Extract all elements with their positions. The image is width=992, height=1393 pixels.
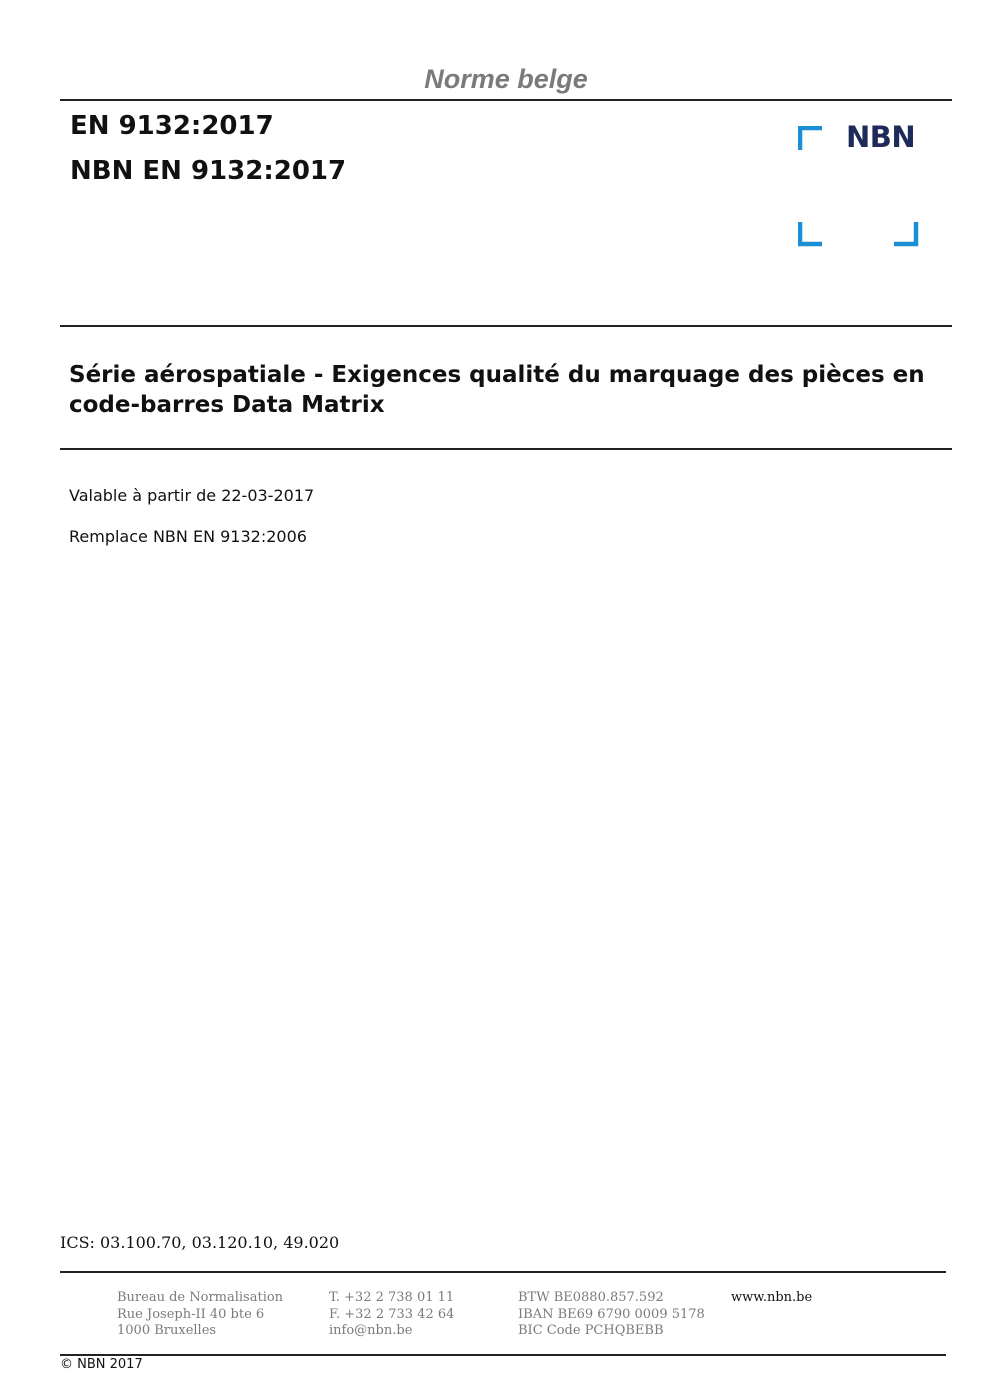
document-type-label: Norme belge [424, 64, 588, 94]
footer-bottom-rule [60, 1354, 946, 1356]
copyright-notice: © NBN 2017 [60, 1357, 143, 1372]
footer-top-rule [60, 1271, 946, 1273]
logo-text: NBN [846, 120, 916, 154]
iban-number: IBAN BE69 6790 0009 5178 [518, 1306, 705, 1322]
standard-code-en: EN 9132:2017 [70, 111, 274, 141]
email-link[interactable]: info@nbn.be [329, 1323, 413, 1338]
title-bottom-rule [60, 448, 952, 450]
bracket-bottom-left [800, 222, 822, 244]
replaces-text: Remplace NBN EN 9132:2006 [69, 527, 307, 546]
vat-number: BTW BE0880.857.592 [518, 1290, 664, 1305]
bracket-bottom-right [894, 222, 916, 244]
title-top-rule [60, 325, 952, 327]
footer-address [117, 1290, 283, 1340]
footer-bank [518, 1290, 705, 1340]
document-title-line-2: code-barres Data Matrix [69, 392, 385, 418]
header-top-rule [60, 99, 952, 101]
bic-code: BIC Code PCHQBEBB [518, 1323, 664, 1338]
address-line: 1000 Bruxelles [117, 1323, 217, 1338]
address-line: Bureau de Normalisation [117, 1290, 284, 1305]
footer-contact [329, 1290, 454, 1340]
footer-website [731, 1290, 812, 1307]
website-link[interactable]: www.nbn.be [731, 1290, 813, 1305]
phone-number: T. +32 2 738 01 11 [329, 1290, 455, 1305]
document-title-line-1: Série aérospatiale - Exigences qualité du marquage des pièces en [69, 362, 925, 388]
valid-from-text: Valable à partir de 22-03-2017 [69, 486, 315, 505]
bracket-top-left [800, 128, 822, 150]
ics-codes: ICS: 03.100.70, 03.120.10, 49.020 [60, 1233, 340, 1252]
address-line: Rue Joseph-II 40 bte 6 [117, 1306, 265, 1322]
fax-number: F. +32 2 733 42 64 [329, 1306, 455, 1322]
standard-code-nbn: NBN EN 9132:2017 [70, 156, 347, 186]
document-title [69, 360, 949, 420]
